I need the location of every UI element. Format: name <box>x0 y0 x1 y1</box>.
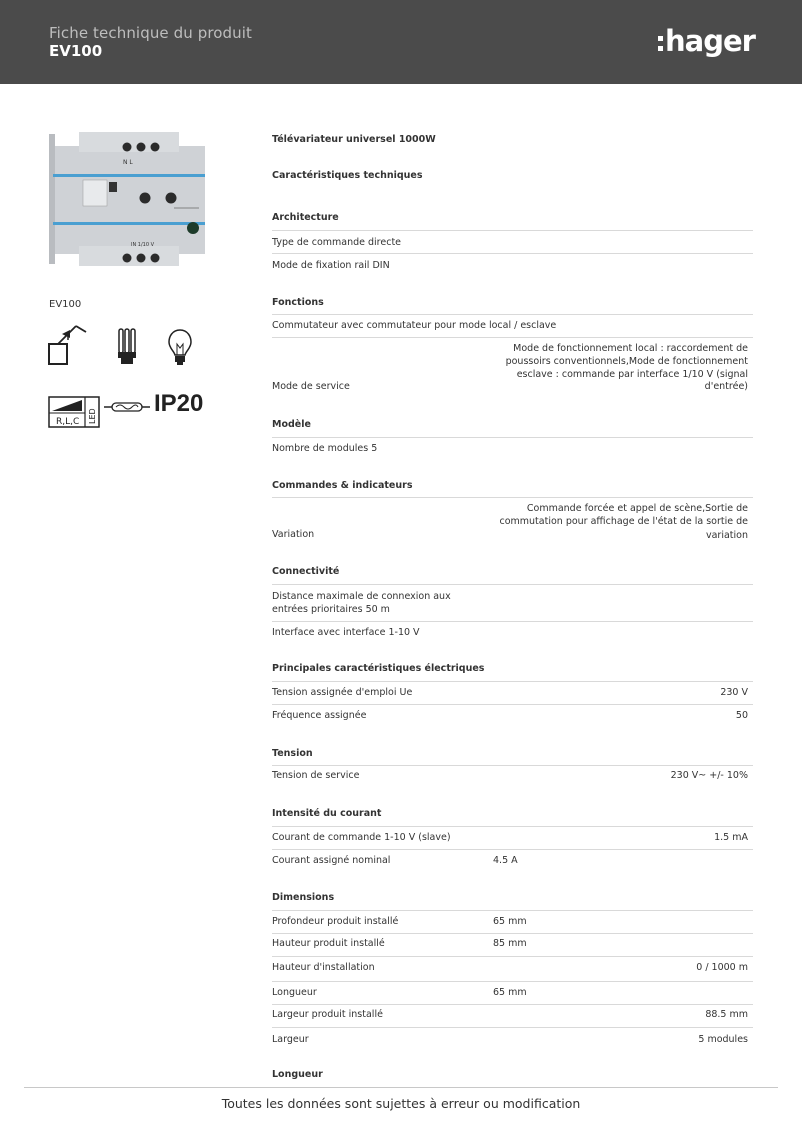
section-tension: Tension <box>272 748 313 759</box>
row-label: Tension assignée d'emploi Ue <box>272 687 413 698</box>
header-subtitle: Fiche technique du produit <box>49 24 253 42</box>
incandescent-bulb-icon <box>168 328 192 368</box>
table-row <box>272 826 753 850</box>
led-label: LED <box>88 408 97 424</box>
logo-dots-icon <box>658 36 663 51</box>
device-bottom-label: IN 1/10 V <box>131 242 155 248</box>
ip-rating: IP20 <box>154 390 204 417</box>
fluorescent-lamp-icon <box>116 328 138 366</box>
row-label: Mode de service <box>272 381 350 392</box>
row-label: Interface avec interface 1-10 V <box>272 627 420 638</box>
table-row <box>272 253 753 277</box>
row-value: 65 mm <box>493 916 527 927</box>
table-row <box>272 584 753 622</box>
footer-disclaimer: Toutes les données sont sujettes à erreur ou modification <box>221 1096 581 1111</box>
row-value: 230 V <box>720 687 748 698</box>
row-value: Commande forcée et appel de scène,Sortie de commutation pour affichage de l'état de la sortie de variation <box>499 503 748 541</box>
row-label: Courant de commande 1-10 V (slave) <box>272 832 451 843</box>
row-value: 5 modules <box>698 1034 748 1045</box>
row-label: Profondeur produit installé <box>272 916 399 927</box>
spec-title: Caractéristiques techniques <box>272 170 423 181</box>
row-value: 88.5 mm <box>705 1009 748 1020</box>
table-row <box>272 981 753 1005</box>
row-label: Courant assigné nominal <box>272 855 391 866</box>
row-label: Commutateur avec commutateur pour mode local / esclave <box>272 320 557 331</box>
section-architecture: Architecture <box>272 212 339 223</box>
table-row <box>272 910 753 934</box>
table-row <box>272 337 753 397</box>
table-row <box>272 681 753 705</box>
row-label: Largeur produit installé <box>272 1009 383 1020</box>
row-value: 230 V~ +/- 10% <box>670 770 748 781</box>
rlc-label: R,L,C <box>56 417 80 427</box>
row-value: 65 mm <box>493 987 527 998</box>
product-reference: EV100 <box>49 299 82 310</box>
row-value: 0 / 1000 m <box>696 962 748 973</box>
table-row <box>272 765 753 789</box>
row-value: 50 <box>735 710 748 721</box>
row-label: Hauteur d'installation <box>272 962 375 973</box>
table-row <box>272 230 753 254</box>
switch-icon <box>48 318 88 368</box>
table-row <box>272 621 753 645</box>
table-row <box>272 849 753 873</box>
header-title: EV100 <box>49 42 103 60</box>
row-value: 4.5 A <box>493 855 518 866</box>
dimmer-rlc-led-icon <box>48 396 100 428</box>
table-row <box>272 314 753 338</box>
row-label: Distance maximale de connexion aux entrées prioritaires 50 m <box>272 591 451 615</box>
section-dimensions: Dimensions <box>272 892 335 903</box>
table-row <box>272 1027 753 1051</box>
device-top-label: N L <box>123 159 133 166</box>
section-electriques: Principales caractéristiques électriques <box>272 663 485 674</box>
section-fonctions: Fonctions <box>272 297 324 308</box>
brand-name: hager <box>665 24 755 58</box>
product-name: Télévariateur universel 1000W <box>272 134 436 145</box>
page-header <box>0 0 802 84</box>
product-image <box>49 128 209 270</box>
brand-logo <box>658 23 755 59</box>
row-value: 85 mm <box>493 938 527 949</box>
row-label: Variation <box>272 529 315 540</box>
table-row <box>272 704 753 728</box>
row-label: Tension de service <box>272 770 360 781</box>
row-label: Nombre de modules 5 <box>272 443 378 454</box>
table-row <box>272 956 753 980</box>
section-intensite: Intensité du courant <box>272 808 382 819</box>
section-connectivite: Connectivité <box>272 566 340 577</box>
section-longueur: Longueur <box>272 1069 323 1080</box>
table-row <box>272 933 753 957</box>
table-row <box>272 497 753 547</box>
row-label: Mode de fixation rail DIN <box>272 260 390 271</box>
row-value: Mode de fonctionnement local : raccordement de poussoirs conventionnels,Mode de fonctionnement esclave : commande par interface 1/10 V (signal d'entrée) <box>505 343 748 393</box>
row-label: Largeur <box>272 1034 309 1045</box>
row-value: 1.5 mA <box>714 832 748 843</box>
halogen-tube-icon <box>104 400 150 414</box>
row-label: Type de commande directe <box>272 237 402 248</box>
row-label: Hauteur produit installé <box>272 938 385 949</box>
section-modele: Modèle <box>272 419 311 430</box>
section-commandes: Commandes & indicateurs <box>272 480 413 491</box>
table-row <box>272 1004 753 1028</box>
table-row <box>272 437 753 461</box>
row-label: Fréquence assignée <box>272 710 367 721</box>
row-label: Longueur <box>272 987 317 998</box>
footer-divider <box>24 1087 778 1088</box>
